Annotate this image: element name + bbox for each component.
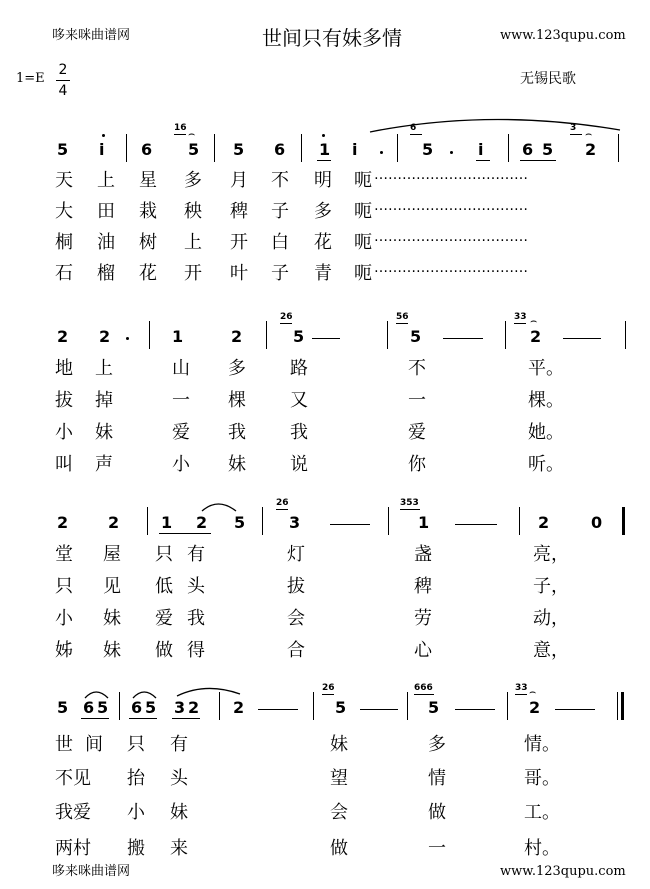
- note: 2: [108, 513, 120, 532]
- note: 2: [196, 513, 208, 532]
- bar-line: [214, 134, 215, 162]
- note: 2: [57, 327, 69, 346]
- lyric: 间: [85, 734, 103, 755]
- extension-dash: [360, 709, 398, 710]
- bar-line: [507, 692, 508, 720]
- note: 2: [530, 327, 542, 346]
- lyric: 爱: [155, 608, 173, 629]
- note: 2: [233, 698, 245, 717]
- lyric: 一: [428, 838, 446, 859]
- lyric: 稗: [230, 201, 248, 222]
- lyric: 有: [187, 544, 205, 565]
- fermata-icon: ⌢: [188, 127, 196, 140]
- lyric: 明: [314, 170, 332, 191]
- augmentation-dot: [126, 337, 129, 340]
- lyric: 呃: [354, 170, 372, 191]
- bar-line: [625, 321, 626, 349]
- lyric: 一: [408, 390, 426, 411]
- lyric: 她。: [528, 422, 564, 443]
- final-bar-thick: [621, 692, 624, 720]
- lyric: 妹: [170, 802, 188, 823]
- time-signature-bottom: 4: [58, 83, 68, 99]
- extension-dash: [455, 709, 495, 710]
- bar-line: [262, 507, 263, 535]
- note: 2: [188, 698, 200, 717]
- lyric: 不: [271, 170, 289, 191]
- grace-notes: 666: [414, 683, 433, 693]
- lyric: 天: [55, 170, 73, 191]
- fermata-icon: ⌢: [530, 314, 538, 327]
- lyric: 抬: [127, 768, 145, 789]
- lyric: 花: [314, 232, 332, 253]
- lyric: 搬: [127, 838, 145, 859]
- fermata-icon: ⌢: [585, 127, 593, 140]
- lyric: 心: [414, 640, 432, 661]
- key-signature: 1=E: [16, 71, 45, 86]
- note: 5: [188, 140, 200, 159]
- bar-line: [508, 134, 509, 162]
- lyric: 桐: [55, 232, 73, 253]
- extension-dash: [443, 338, 483, 339]
- grace-notes: 26: [322, 683, 335, 693]
- lyric: 掉: [95, 390, 113, 411]
- lyric: 妹: [330, 734, 348, 755]
- lyric: 拔: [287, 576, 305, 597]
- note: 6: [141, 140, 153, 159]
- note: 1: [319, 140, 331, 159]
- note: 5: [422, 140, 434, 159]
- site-name-bottom-left: 哆来咪曲谱网: [52, 864, 131, 879]
- note: 3: [174, 698, 186, 717]
- lyric: 我: [290, 422, 308, 443]
- song-origin: 无锡民歌: [520, 71, 576, 87]
- final-bar-thin: [617, 692, 618, 720]
- lyric: 油: [97, 232, 115, 253]
- lyric: 你: [408, 454, 426, 475]
- note: 6: [522, 140, 534, 159]
- grace-underline: [174, 134, 186, 135]
- lyric: 听。: [528, 454, 564, 475]
- bar-line: [505, 321, 506, 349]
- lyric: 开: [230, 232, 248, 253]
- lyric: 多: [228, 358, 246, 379]
- bar-line: [397, 134, 398, 162]
- lyric: 妹: [103, 640, 121, 661]
- lyric: 有: [170, 734, 188, 755]
- grace-notes: 26: [276, 498, 289, 508]
- lyric: 棵。: [528, 390, 564, 411]
- lyric: 秧: [184, 201, 202, 222]
- lyric: 劳: [414, 608, 432, 629]
- lyric: 会: [287, 608, 305, 629]
- lyric: 子，: [533, 576, 569, 597]
- note: 5: [542, 140, 554, 159]
- lyric: 地: [55, 358, 73, 379]
- lyric: 田: [97, 201, 115, 222]
- lyric: 爱: [408, 422, 426, 443]
- bar-line: [407, 692, 408, 720]
- lyric: 情: [428, 768, 446, 789]
- grace-underline: [396, 323, 408, 324]
- lyric: 哥。: [524, 768, 560, 789]
- note: 5: [335, 698, 347, 717]
- lyric: 上: [184, 232, 202, 253]
- lyric: 呃: [354, 232, 372, 253]
- note: 3: [289, 513, 301, 532]
- lyric: 世: [55, 734, 73, 755]
- augmentation-dot: [380, 151, 383, 154]
- bar-line: [266, 321, 267, 349]
- lyric: 望: [330, 768, 348, 789]
- bar-line: [149, 321, 150, 349]
- eighth-underline: [476, 160, 490, 161]
- grace-notes: 3: [570, 123, 577, 133]
- site-name-top-left: 哆来咪曲谱网: [52, 28, 131, 43]
- lyric: 头: [170, 768, 188, 789]
- lyric: 呃: [354, 263, 372, 284]
- bar-line: [313, 692, 314, 720]
- grace-notes: 26: [280, 312, 293, 322]
- note: 1: [161, 513, 173, 532]
- note: 5: [57, 140, 69, 159]
- lyric: 两村: [55, 838, 91, 859]
- lyric: 见: [103, 576, 121, 597]
- lyric: 村。: [524, 838, 560, 859]
- lyric: 姊: [55, 640, 73, 661]
- note: 5: [97, 698, 109, 717]
- lyric: 声: [95, 454, 113, 475]
- lyric: 呃: [354, 201, 372, 222]
- lyric: 子: [271, 263, 289, 284]
- note: i: [478, 140, 484, 159]
- lyric: 小: [127, 802, 145, 823]
- lyric-dots: ……………………………: [374, 229, 528, 245]
- note: 2: [99, 327, 111, 346]
- bar-line: [301, 134, 302, 162]
- lyric: 又: [290, 390, 308, 411]
- grace-underline: [280, 323, 292, 324]
- site-url-top-right: www.123qupu.com: [500, 28, 626, 43]
- eighth-underline: [129, 718, 157, 719]
- note: i: [352, 140, 358, 159]
- note: 5: [145, 698, 157, 717]
- grace-notes: 56: [396, 312, 409, 322]
- lyric: 做: [330, 838, 348, 859]
- lyric: 白: [271, 232, 289, 253]
- lyric: 做: [155, 640, 173, 661]
- note: 6: [131, 698, 143, 717]
- fermata-icon: ⌢: [529, 685, 537, 698]
- lyric: 会: [330, 802, 348, 823]
- grace-underline: [400, 509, 420, 510]
- lyric: 上: [97, 170, 115, 191]
- extension-dash: [312, 338, 340, 339]
- lyric: 叫: [55, 454, 73, 475]
- eighth-underline: [159, 533, 211, 534]
- lyric: 亮，: [533, 544, 569, 565]
- note: i: [99, 140, 105, 159]
- bar-line: [126, 134, 127, 162]
- grace-underline: [414, 694, 434, 695]
- lyric: 大: [55, 201, 73, 222]
- grace-underline: [570, 134, 582, 135]
- lyric: 栽: [139, 201, 157, 222]
- lyric-dots: ……………………………: [374, 198, 528, 214]
- lyric: 路: [290, 358, 308, 379]
- extension-dash: [563, 338, 601, 339]
- note: 2: [529, 698, 541, 717]
- bar-line: [119, 692, 120, 720]
- lyric: 灯: [287, 544, 305, 565]
- grace-underline: [322, 694, 334, 695]
- note: 5: [410, 327, 422, 346]
- site-url-bottom-right: www.123qupu.com: [500, 864, 626, 879]
- lyric: 我: [228, 422, 246, 443]
- lyric: 只: [127, 734, 145, 755]
- grace-notes: 6: [410, 123, 417, 133]
- grace-underline: [515, 694, 527, 695]
- bar-line: [519, 507, 520, 535]
- slur-tie: [84, 688, 110, 700]
- augmentation-dot: [450, 151, 453, 154]
- slur-tie: [176, 684, 242, 698]
- extension-dash: [455, 524, 497, 525]
- grace-underline: [410, 134, 422, 135]
- note: 6: [83, 698, 95, 717]
- lyric: 屋: [103, 544, 121, 565]
- eighth-underline: [317, 160, 331, 161]
- note: 1: [418, 513, 430, 532]
- lyric: 稗: [414, 576, 432, 597]
- lyric: 盏: [414, 544, 432, 565]
- note: 1: [172, 327, 184, 346]
- lyric: 一: [172, 390, 190, 411]
- lyric: 来: [170, 838, 188, 859]
- eighth-underline: [172, 718, 200, 719]
- lyric: 我爱: [55, 802, 91, 823]
- grace-underline: [276, 509, 288, 510]
- eighth-underline: [520, 160, 556, 161]
- lyric: 情。: [524, 734, 560, 755]
- lyric: 动，: [533, 608, 569, 629]
- lyric: 棵: [228, 390, 246, 411]
- bar-line: [147, 507, 148, 535]
- lyric: 爱: [172, 422, 190, 443]
- grace-notes: 33: [514, 312, 527, 322]
- lyric: 不见: [55, 768, 91, 789]
- lyric: 星: [139, 170, 157, 191]
- lyric: 我: [187, 608, 205, 629]
- bar-line: [622, 507, 625, 535]
- note: 2: [585, 140, 597, 159]
- lyric: 做: [428, 802, 446, 823]
- lyric: 山: [172, 358, 190, 379]
- bar-line: [387, 321, 388, 349]
- lyric: 青: [314, 263, 332, 284]
- lyric: 多: [184, 170, 202, 191]
- lyric: 平。: [528, 358, 564, 379]
- extension-dash: [555, 709, 595, 710]
- lyric: 堂: [55, 544, 73, 565]
- time-signature-top: 2: [58, 62, 68, 78]
- lyric: 不: [408, 358, 426, 379]
- lyric: 多: [314, 201, 332, 222]
- lyric: 妹: [103, 608, 121, 629]
- note: 2: [57, 513, 69, 532]
- lyric: 小: [172, 454, 190, 475]
- grace-underline: [514, 323, 526, 324]
- lyric: 只: [55, 576, 73, 597]
- lyric: 叶: [230, 263, 248, 284]
- lyric: 小: [55, 422, 73, 443]
- lyric: 小: [55, 608, 73, 629]
- lyric: 头: [187, 576, 205, 597]
- lyric: 工。: [524, 802, 560, 823]
- slur-tie: [132, 688, 158, 700]
- lyric: 上: [95, 358, 113, 379]
- bar-line: [388, 507, 389, 535]
- grace-notes: 353: [400, 498, 419, 508]
- lyric: 妹: [95, 422, 113, 443]
- bar-line: [618, 134, 619, 162]
- lyric: 树: [139, 232, 157, 253]
- note: 5: [428, 698, 440, 717]
- note: 5: [57, 698, 69, 717]
- extension-dash: [330, 524, 370, 525]
- note: 0: [591, 513, 603, 532]
- lyric: 合: [287, 640, 305, 661]
- lyric-dots: ……………………………: [374, 260, 528, 276]
- lyric: 子: [271, 201, 289, 222]
- grace-notes: 16: [174, 123, 187, 133]
- song-title: 世间只有妹多情: [262, 26, 402, 50]
- time-signature-line: [56, 80, 70, 81]
- lyric: 意，: [533, 640, 569, 661]
- note: 5: [233, 140, 245, 159]
- lyric: 得: [187, 640, 205, 661]
- note: 2: [538, 513, 550, 532]
- grace-notes: 33: [515, 683, 528, 693]
- lyric: 石: [55, 263, 73, 284]
- lyric: 低: [155, 576, 173, 597]
- lyric-dots: ……………………………: [374, 167, 528, 183]
- lyric: 只: [155, 544, 173, 565]
- eighth-underline: [81, 718, 109, 719]
- lyric: 说: [290, 454, 308, 475]
- note: 6: [274, 140, 286, 159]
- bar-line: [219, 692, 220, 720]
- lyric: 多: [428, 734, 446, 755]
- lyric: 花: [139, 263, 157, 284]
- lyric: 妹: [228, 454, 246, 475]
- note: 5: [234, 513, 246, 532]
- high-octave-dot: [102, 134, 105, 137]
- high-octave-dot: [322, 134, 325, 137]
- note: 2: [231, 327, 243, 346]
- extension-dash: [258, 709, 298, 710]
- lyric: 榴: [97, 263, 115, 284]
- slur-tie: [200, 499, 240, 513]
- lyric: 开: [184, 263, 202, 284]
- lyric: 拔: [55, 390, 73, 411]
- lyric: 月: [230, 170, 248, 191]
- note: 5: [293, 327, 305, 346]
